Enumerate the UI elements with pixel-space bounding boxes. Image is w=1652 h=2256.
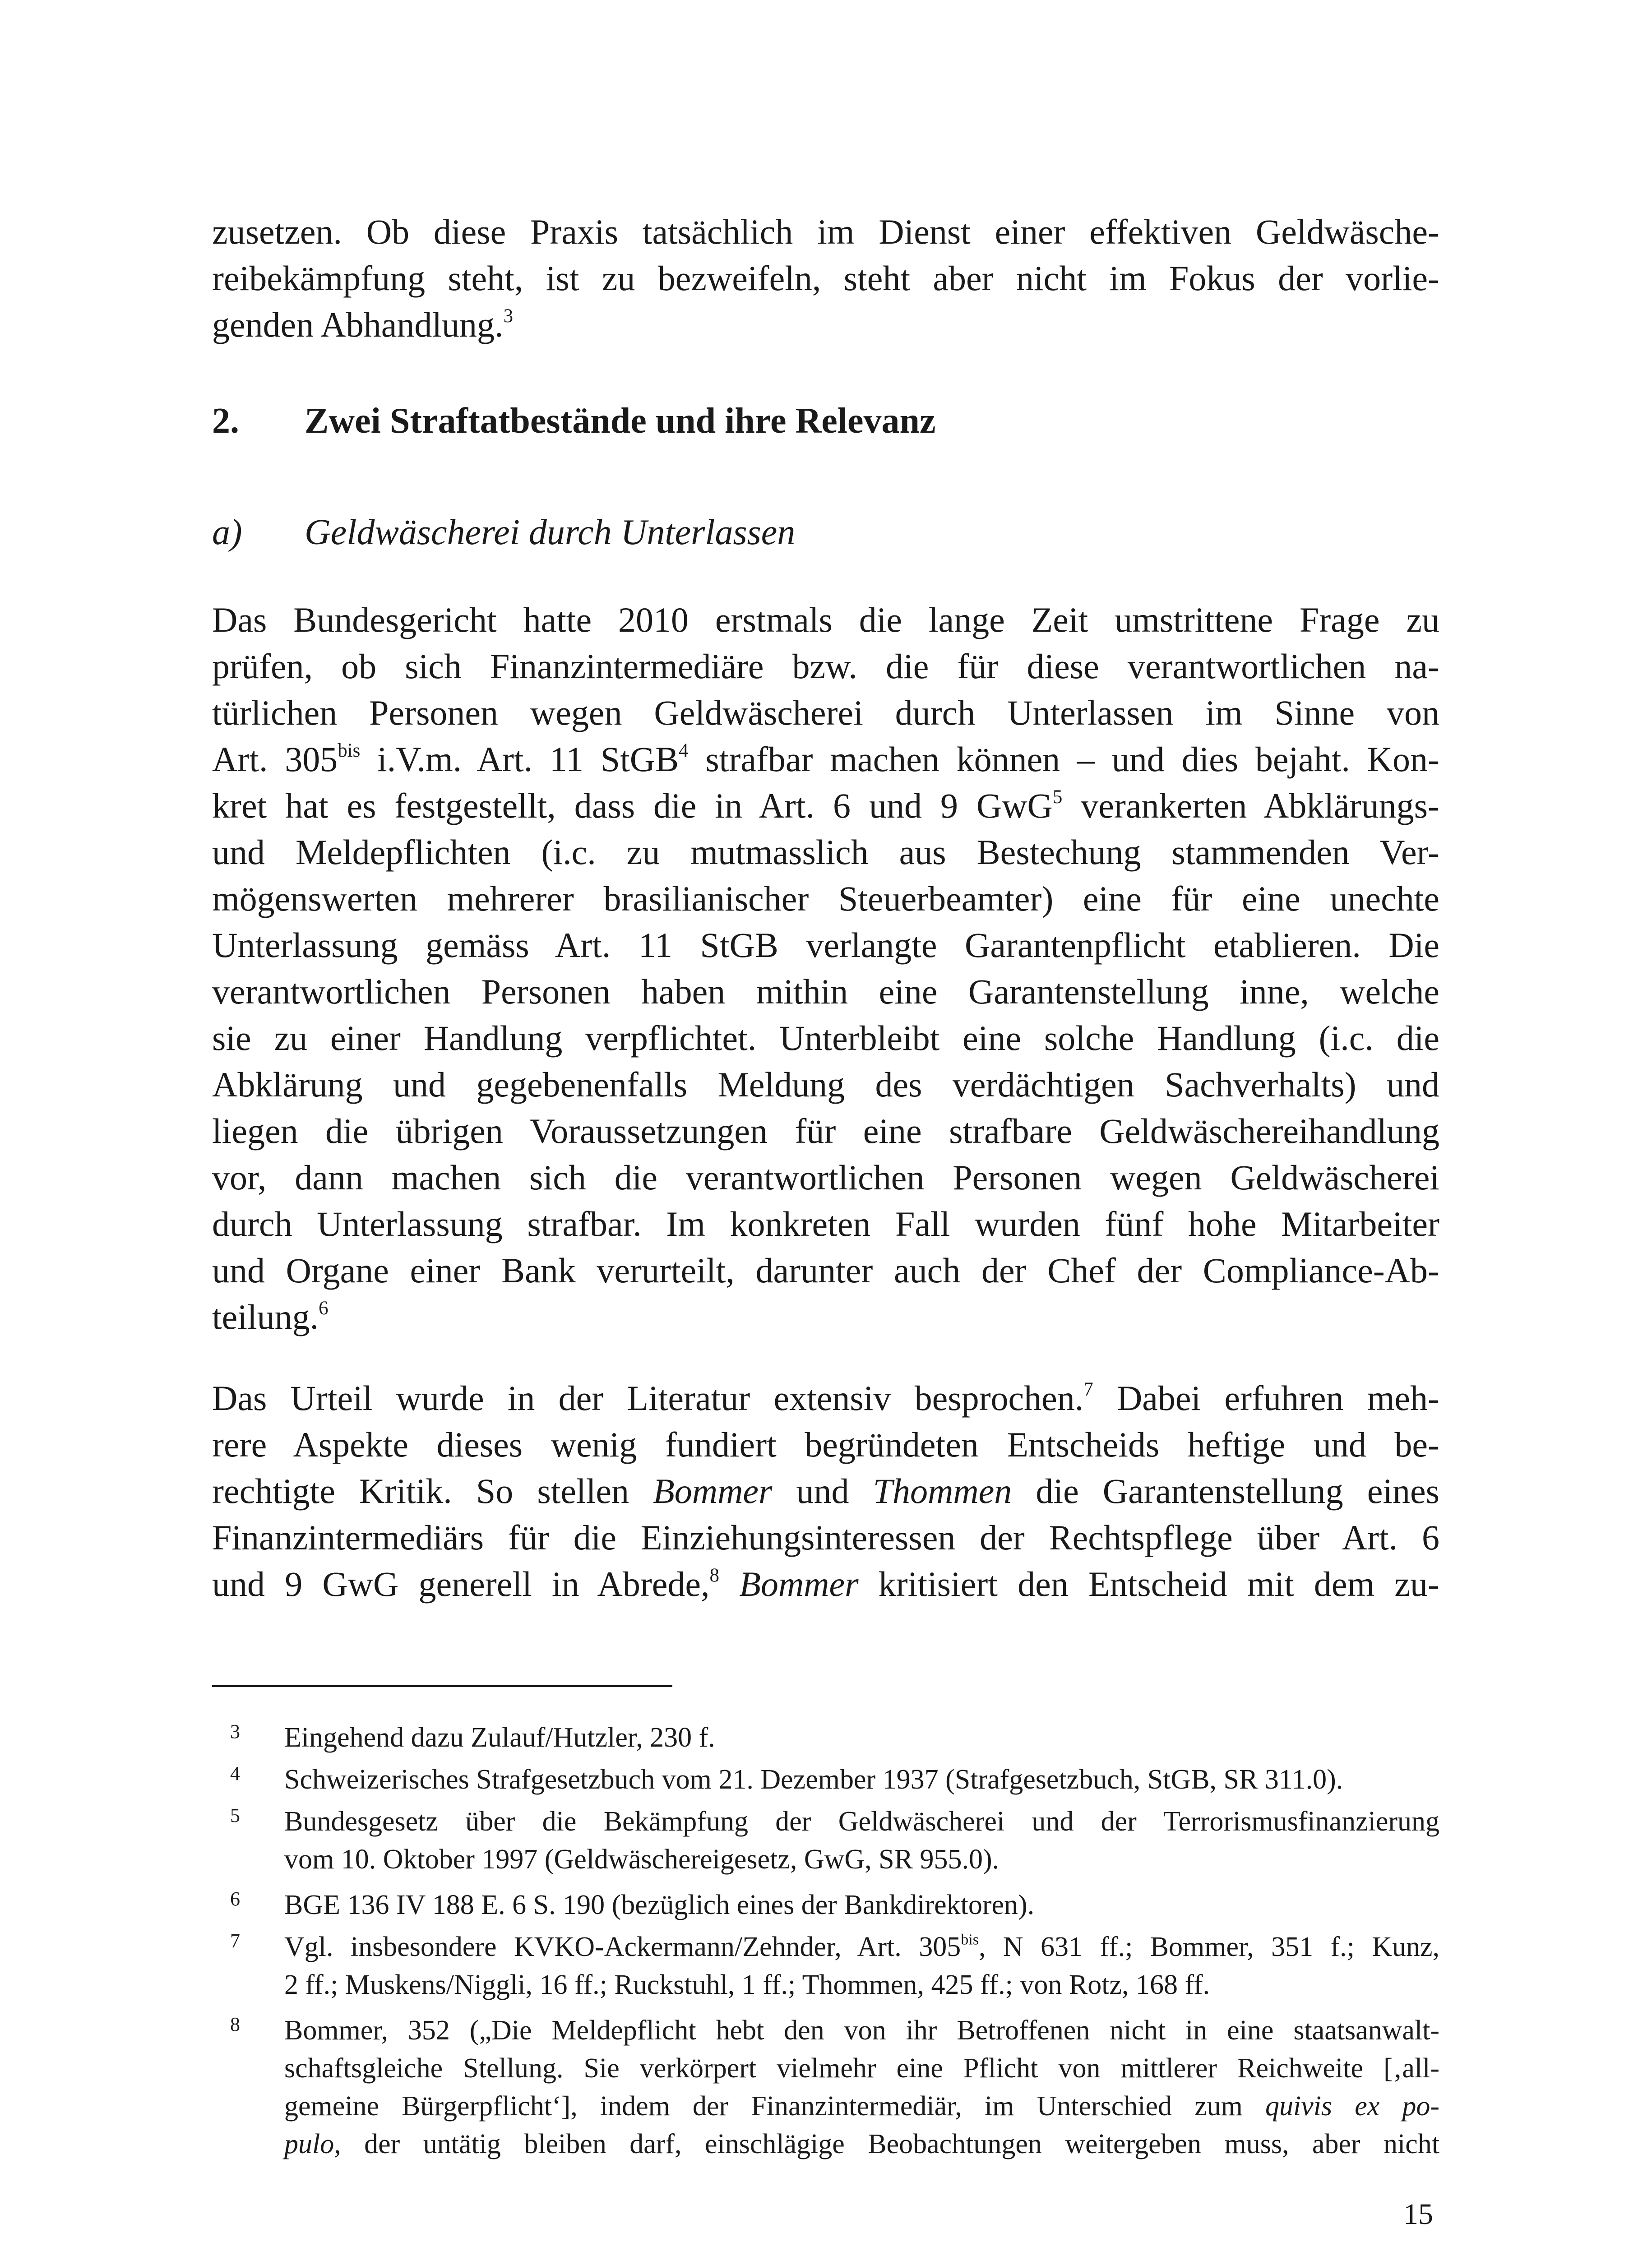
body-line: und 9 GwG generell in Abrede,$^8$ Bommer kritisiert den Entscheid mit dem zu- (212, 1564, 1440, 1604)
footnote-text: schaftsgleiche Stellung. Sie verkörpert vielmehr eine Pflicht von mittlerer Reichweite [‚all- (284, 2053, 1439, 2084)
body-line: und Organe einer Bank verurteilt, darunter auch der Chef der Compliance-Ab- (212, 1251, 1439, 1290)
section-number: 2. (212, 401, 239, 441)
footnote-text: Schweizerisches Strafgesetzbuch vom 21. Dezember 1937 (Strafgesetzbuch, StGB, SR 311.0). (284, 1764, 1343, 1795)
body-line: durch Unterlassung strafbar. Im konkreten Fall wurden fünf hohe Mitarbeiter (212, 1204, 1439, 1244)
subsection-heading: Geldwäscherei durch Unterlassen (305, 513, 796, 552)
footnote-text: Bommer, 352 („Die Meldepflicht hebt den von ihr Betroffenen nicht in eine staatsanwalt- (284, 2015, 1439, 2046)
footnote-ref[interactable]: 5 (1052, 786, 1063, 808)
body-line: mögenswerten mehrerer brasilianischer Steuerbeamter) eine für eine unechte (212, 879, 1439, 918)
footnote-number: 4 (230, 1762, 240, 1784)
body-line: reibekämpfung steht, ist zu bezweifeln, steht aber nicht im Fokus der vorlie- (212, 259, 1439, 298)
body-line: Finanzintermediärs für die Einziehungsinteressen der Rechtspflege über Art. 6 (212, 1518, 1439, 1557)
body-line: und Meldepflichten (i.c. zu mutmasslich aus Bestechung stammenden Ver- (212, 832, 1439, 872)
body-line: verantwortlichen Personen haben mithin eine Garantenstellung inne, welche (212, 972, 1439, 1011)
body-line: zusetzen. Ob diese Praxis tatsächlich im Dienst einer effektiven Geldwäsche- (212, 212, 1439, 251)
body-line: Das Urteil wurde in der Literatur extensiv besprochen.$^7$ Dabei erfuhren meh- (212, 1378, 1440, 1418)
footnote-text: Eingehend dazu Zulauf/Hutzler, 230 f. (284, 1722, 715, 1753)
footnote-ref[interactable]: 6 (319, 1297, 329, 1319)
body-line: Das Bundesgericht hatte 2010 erstmals die lange Zeit umstrittene Frage zu (212, 600, 1439, 639)
footnote-ref[interactable]: 8 (709, 1564, 719, 1586)
footnote-text: 2 ff.; Muskens/Niggli, 16 ff.; Ruckstuhl, 1 ff.; Thommen, 425 ff.; von Rotz, 168 ff. (284, 1969, 1210, 2000)
footnote-text: vom 10. Oktober 1997 (Geldwäschereigesetz, GwG, SR 955.0). (284, 1844, 1000, 1875)
body-line: genden Abhandlung.$^3$ (212, 305, 514, 344)
footnote-ref[interactable]: 4 (679, 740, 689, 761)
footnote-number: 6 (230, 1888, 240, 1910)
body-line: liegen die übrigen Voraussetzungen für eine strafbare Geldwäschereihandlung (212, 1111, 1439, 1151)
body-line: kret hat es festgestellt, dass die in Art. 6 und 9 GwG$^5$ verankerten Abklärungs- (212, 786, 1439, 825)
page-number: 15 (1403, 2198, 1433, 2231)
body-line: Unterlassung gemäss Art. 11 StGB verlangte Garantenpflicht etablieren. Die (212, 925, 1439, 965)
footnote-text: Bundesgesetz über die Bekämpfung der Geldwäscherei und der Terrorismusfinanzierung (284, 1806, 1439, 1837)
footnote-number: 7 (230, 1930, 240, 1952)
footnote-separator (212, 1685, 672, 1687)
footnote-text: pulo, der untätig bleiben darf, einschlägige Beobachtungen weitergeben muss, aber nicht (284, 2129, 1439, 2159)
section-heading: Zwei Straftatbestände und ihre Relevanz (305, 401, 936, 441)
body-line: teilung.$^6$ (212, 1297, 329, 1336)
footnote-number: 3 (230, 1720, 240, 1743)
body-line: Art. $305^{bis}$ i.V.m. Art. 11 StGB$^4$ strafbar machen können – und dies bejaht. Kon- (212, 740, 1439, 779)
subsection-number: a) (212, 513, 242, 552)
body-line: prüfen, ob sich Finanzintermediäre bzw. die für diese verantwortlichen na- (212, 647, 1439, 686)
body-line: sie zu einer Handlung verpflichtet. Unterbleibt eine solche Handlung (i.c. die (212, 1018, 1439, 1058)
footnote-text: gemeine Bürgerpflicht‘], indem der Finanzintermediär, im Unterschied zum quivis ex po- (284, 2091, 1440, 2122)
body-line: türlichen Personen wegen Geldwäscherei durch Unterlassen im Sinne von (212, 693, 1439, 732)
footnote-text: Vgl. insbesondere KVKO-Ackermann/Zehnder, Art. $305^{bis}$, N 631 ff.; Bommer, 351 f.; Kunz, (284, 1931, 1440, 1962)
footnote-number: 5 (230, 1804, 240, 1826)
footnote-text: BGE 136 IV 188 E. 6 S. 190 (bezüglich eines der Bankdirektoren). (284, 1890, 1035, 1920)
footnote-number: 8 (230, 2013, 240, 2035)
footnote-ref[interactable]: 3 (503, 305, 514, 327)
body-line: rere Aspekte dieses wenig fundiert begründeten Entscheids heftige und be- (212, 1425, 1439, 1464)
body-line: rechtigte Kritik. So stellen Bommer und Thommen die Garantenstellung eines (212, 1471, 1440, 1511)
footnote-ref[interactable]: 7 (1083, 1378, 1093, 1400)
body-line: vor, dann machen sich die verantwortlichen Personen wegen Geldwäscherei (212, 1158, 1439, 1197)
body-line: Abklärung und gegebenenfalls Meldung des verdächtigen Sachverhalts) und (212, 1065, 1439, 1104)
